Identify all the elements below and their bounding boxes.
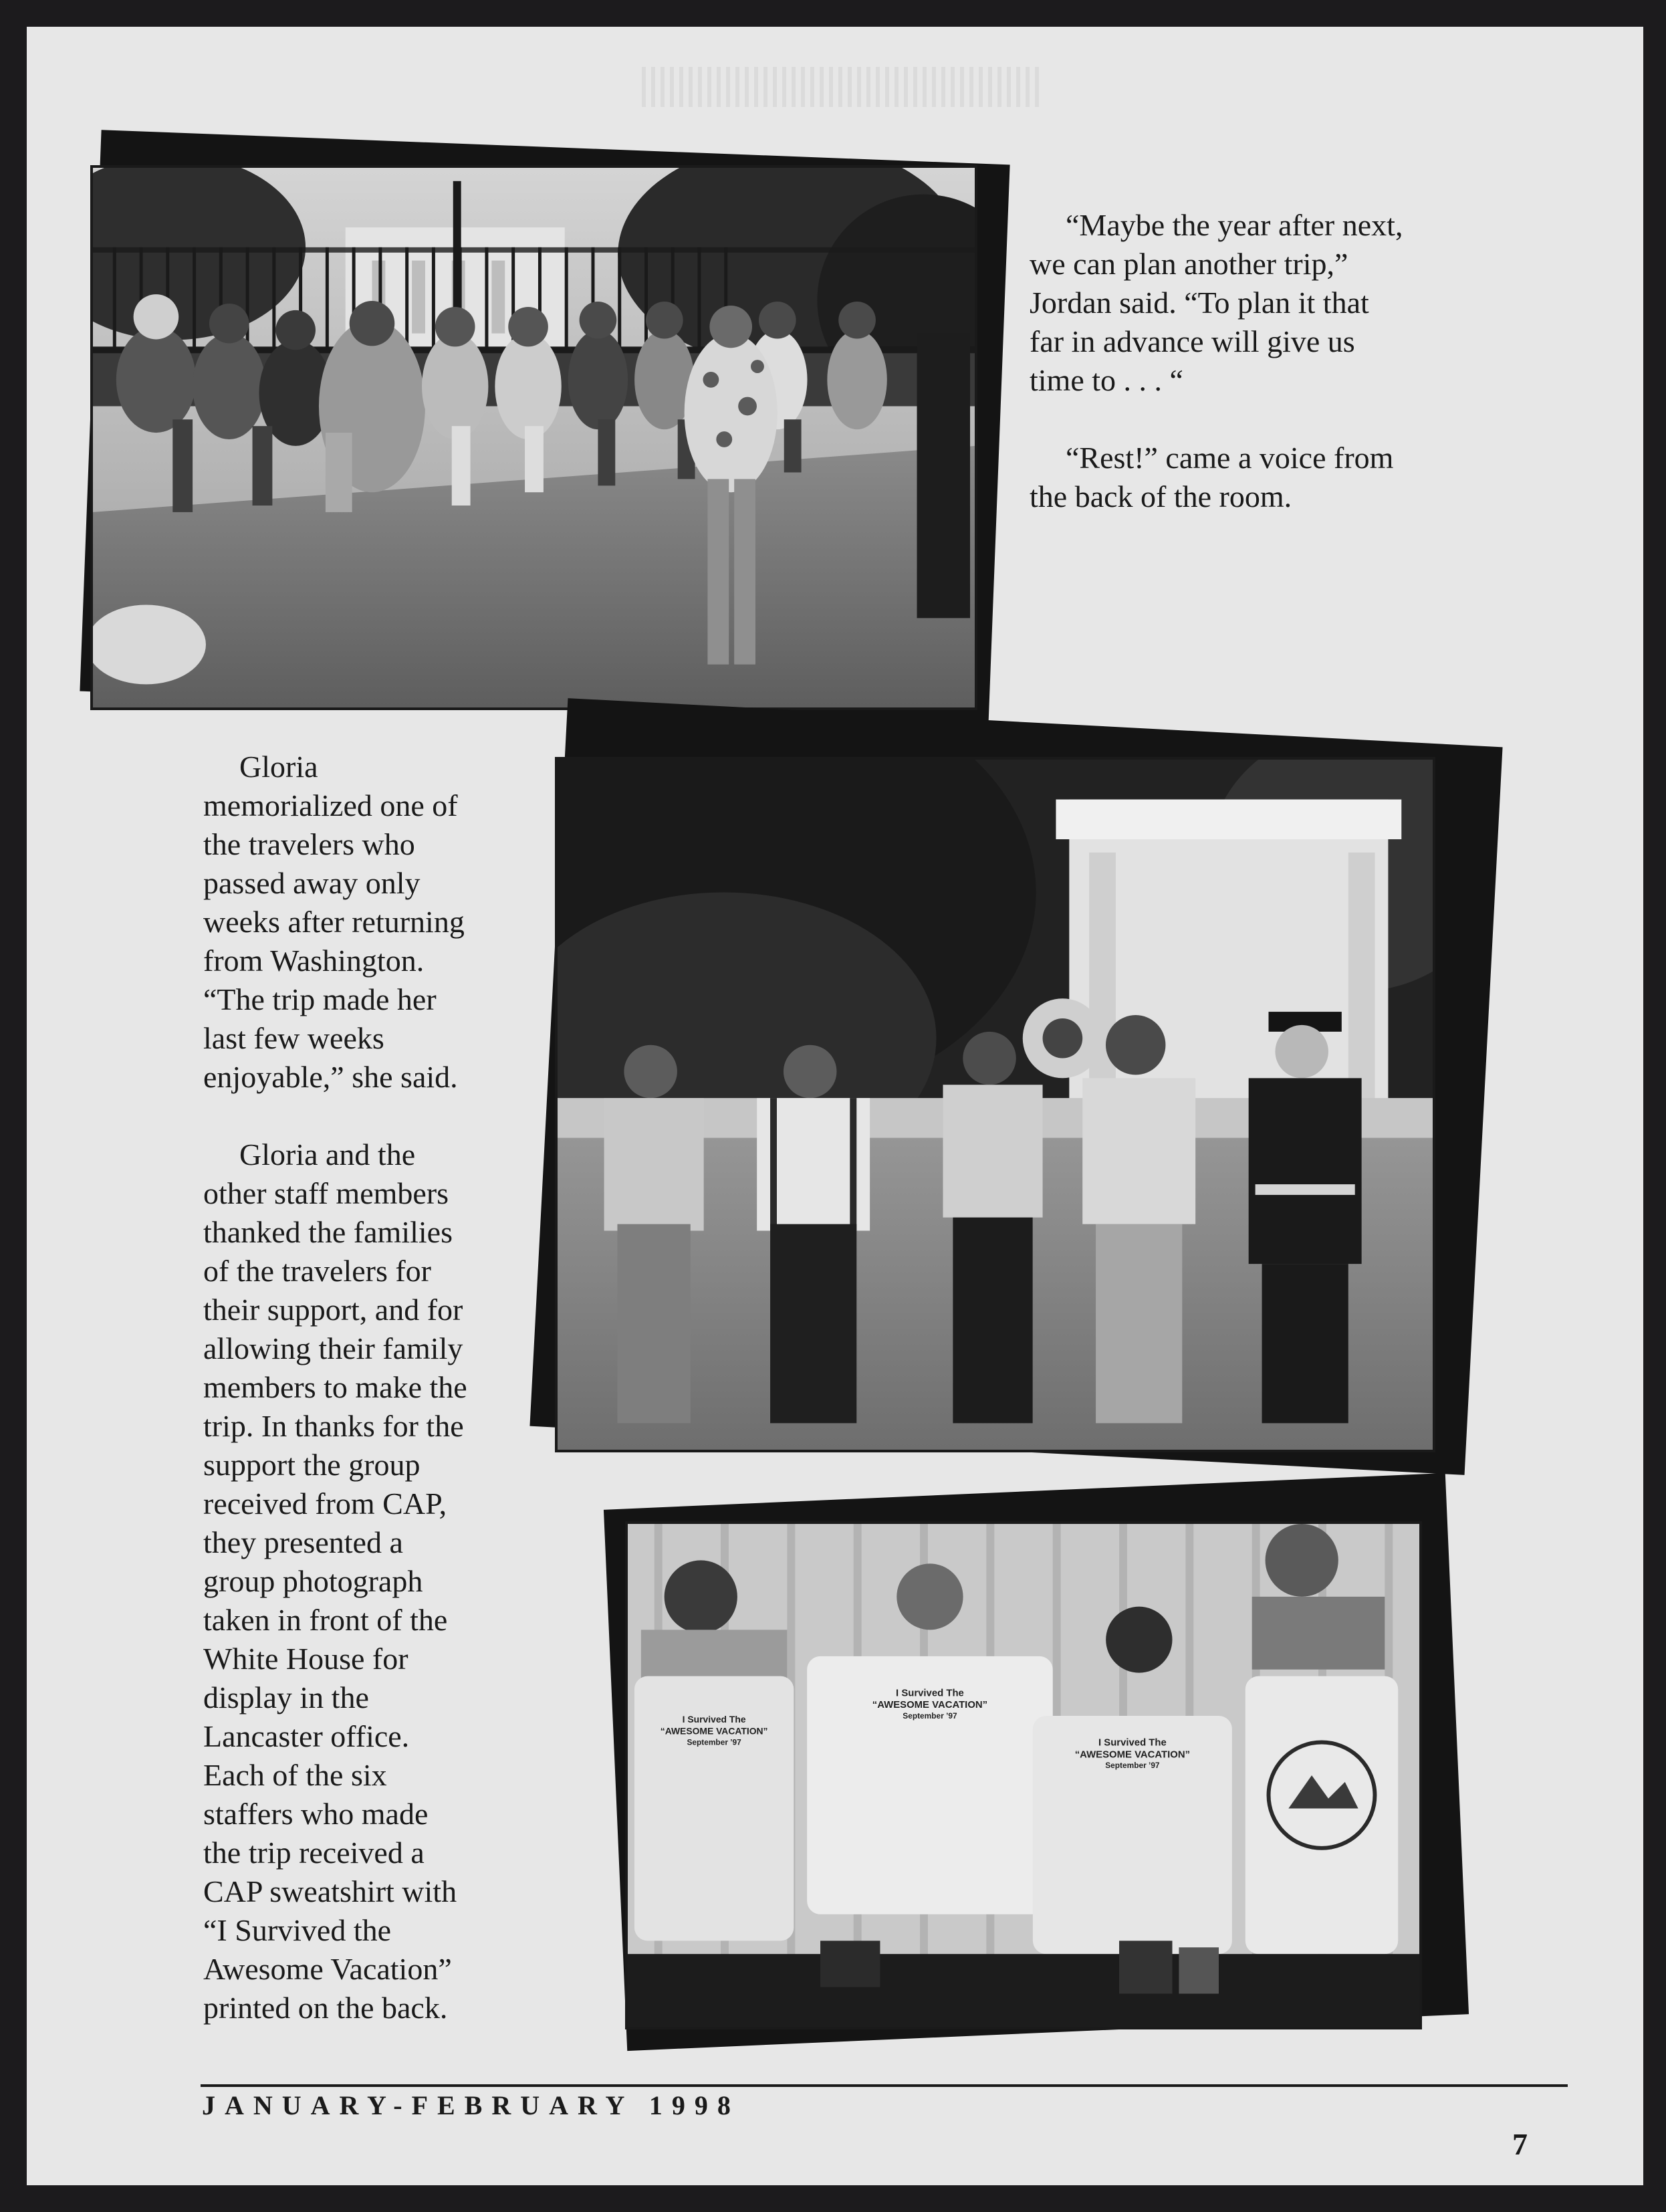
shirt-3-line-2: “AWESOME VACATION” — [1074, 1749, 1191, 1761]
shirt-3-line-1: I Survived The — [1098, 1737, 1167, 1749]
shirt-3-line-3: September ’97 — [1105, 1761, 1160, 1771]
body-paragraph-1: Gloria memorialized one of the travelers who passed away only weeks after returning from Washington. “The trip made her last few weeks enjoyable,” she said. — [203, 750, 465, 1094]
page-number: 7 — [1512, 2127, 1528, 2161]
quote-paragraph-1: “Maybe the year after next, we can plan another trip,” Jordan said. “To plan it that far in advance will give us time to . . . “ — [1030, 208, 1403, 397]
shirt-2-line-2: “AWESOME VACATION” — [872, 1700, 988, 1711]
body-paragraph-2: Gloria and the other staff members thanked the families of the travelers for their support, and for allowing their family members to make the trip. In thanks for the support the group received from CAP, they presented a group photograph taken in front of the White House for display in the Lancaster office. Each of the six staffers who made the trip received a CAP sweatshirt with “I Survived the Awesome Vacation” printed on the back. — [203, 1137, 467, 2025]
issue-date: JANUARY-FEBRUARY 1998 — [202, 2090, 740, 2120]
quote-column — [1030, 206, 1411, 516]
photo-white-house-group — [90, 165, 977, 710]
magazine-page — [27, 27, 1643, 2185]
photo-1-image — [93, 168, 975, 707]
shirt-1-line-3: September ’97 — [687, 1737, 741, 1747]
shirt-2-line-3: September ’97 — [903, 1710, 957, 1721]
photo-2-image — [558, 760, 1433, 1450]
shirt-2-line-1: I Survived The — [896, 1688, 964, 1699]
photo-3-image — [628, 1524, 1419, 2027]
print-bleed-through — [642, 67, 1043, 107]
footer-rule — [201, 2084, 1568, 2087]
body-column — [203, 748, 604, 2027]
shirt-1-line-1: I Survived The — [682, 1713, 746, 1725]
shirt-1-line-2: “AWESOME VACATION” — [660, 1725, 768, 1737]
photo-sweatshirts — [625, 1521, 1422, 2029]
photo-tomb-ceremony — [555, 757, 1435, 1452]
quote-paragraph-2: “Rest!” came a voice from the back of the room. — [1030, 441, 1394, 514]
